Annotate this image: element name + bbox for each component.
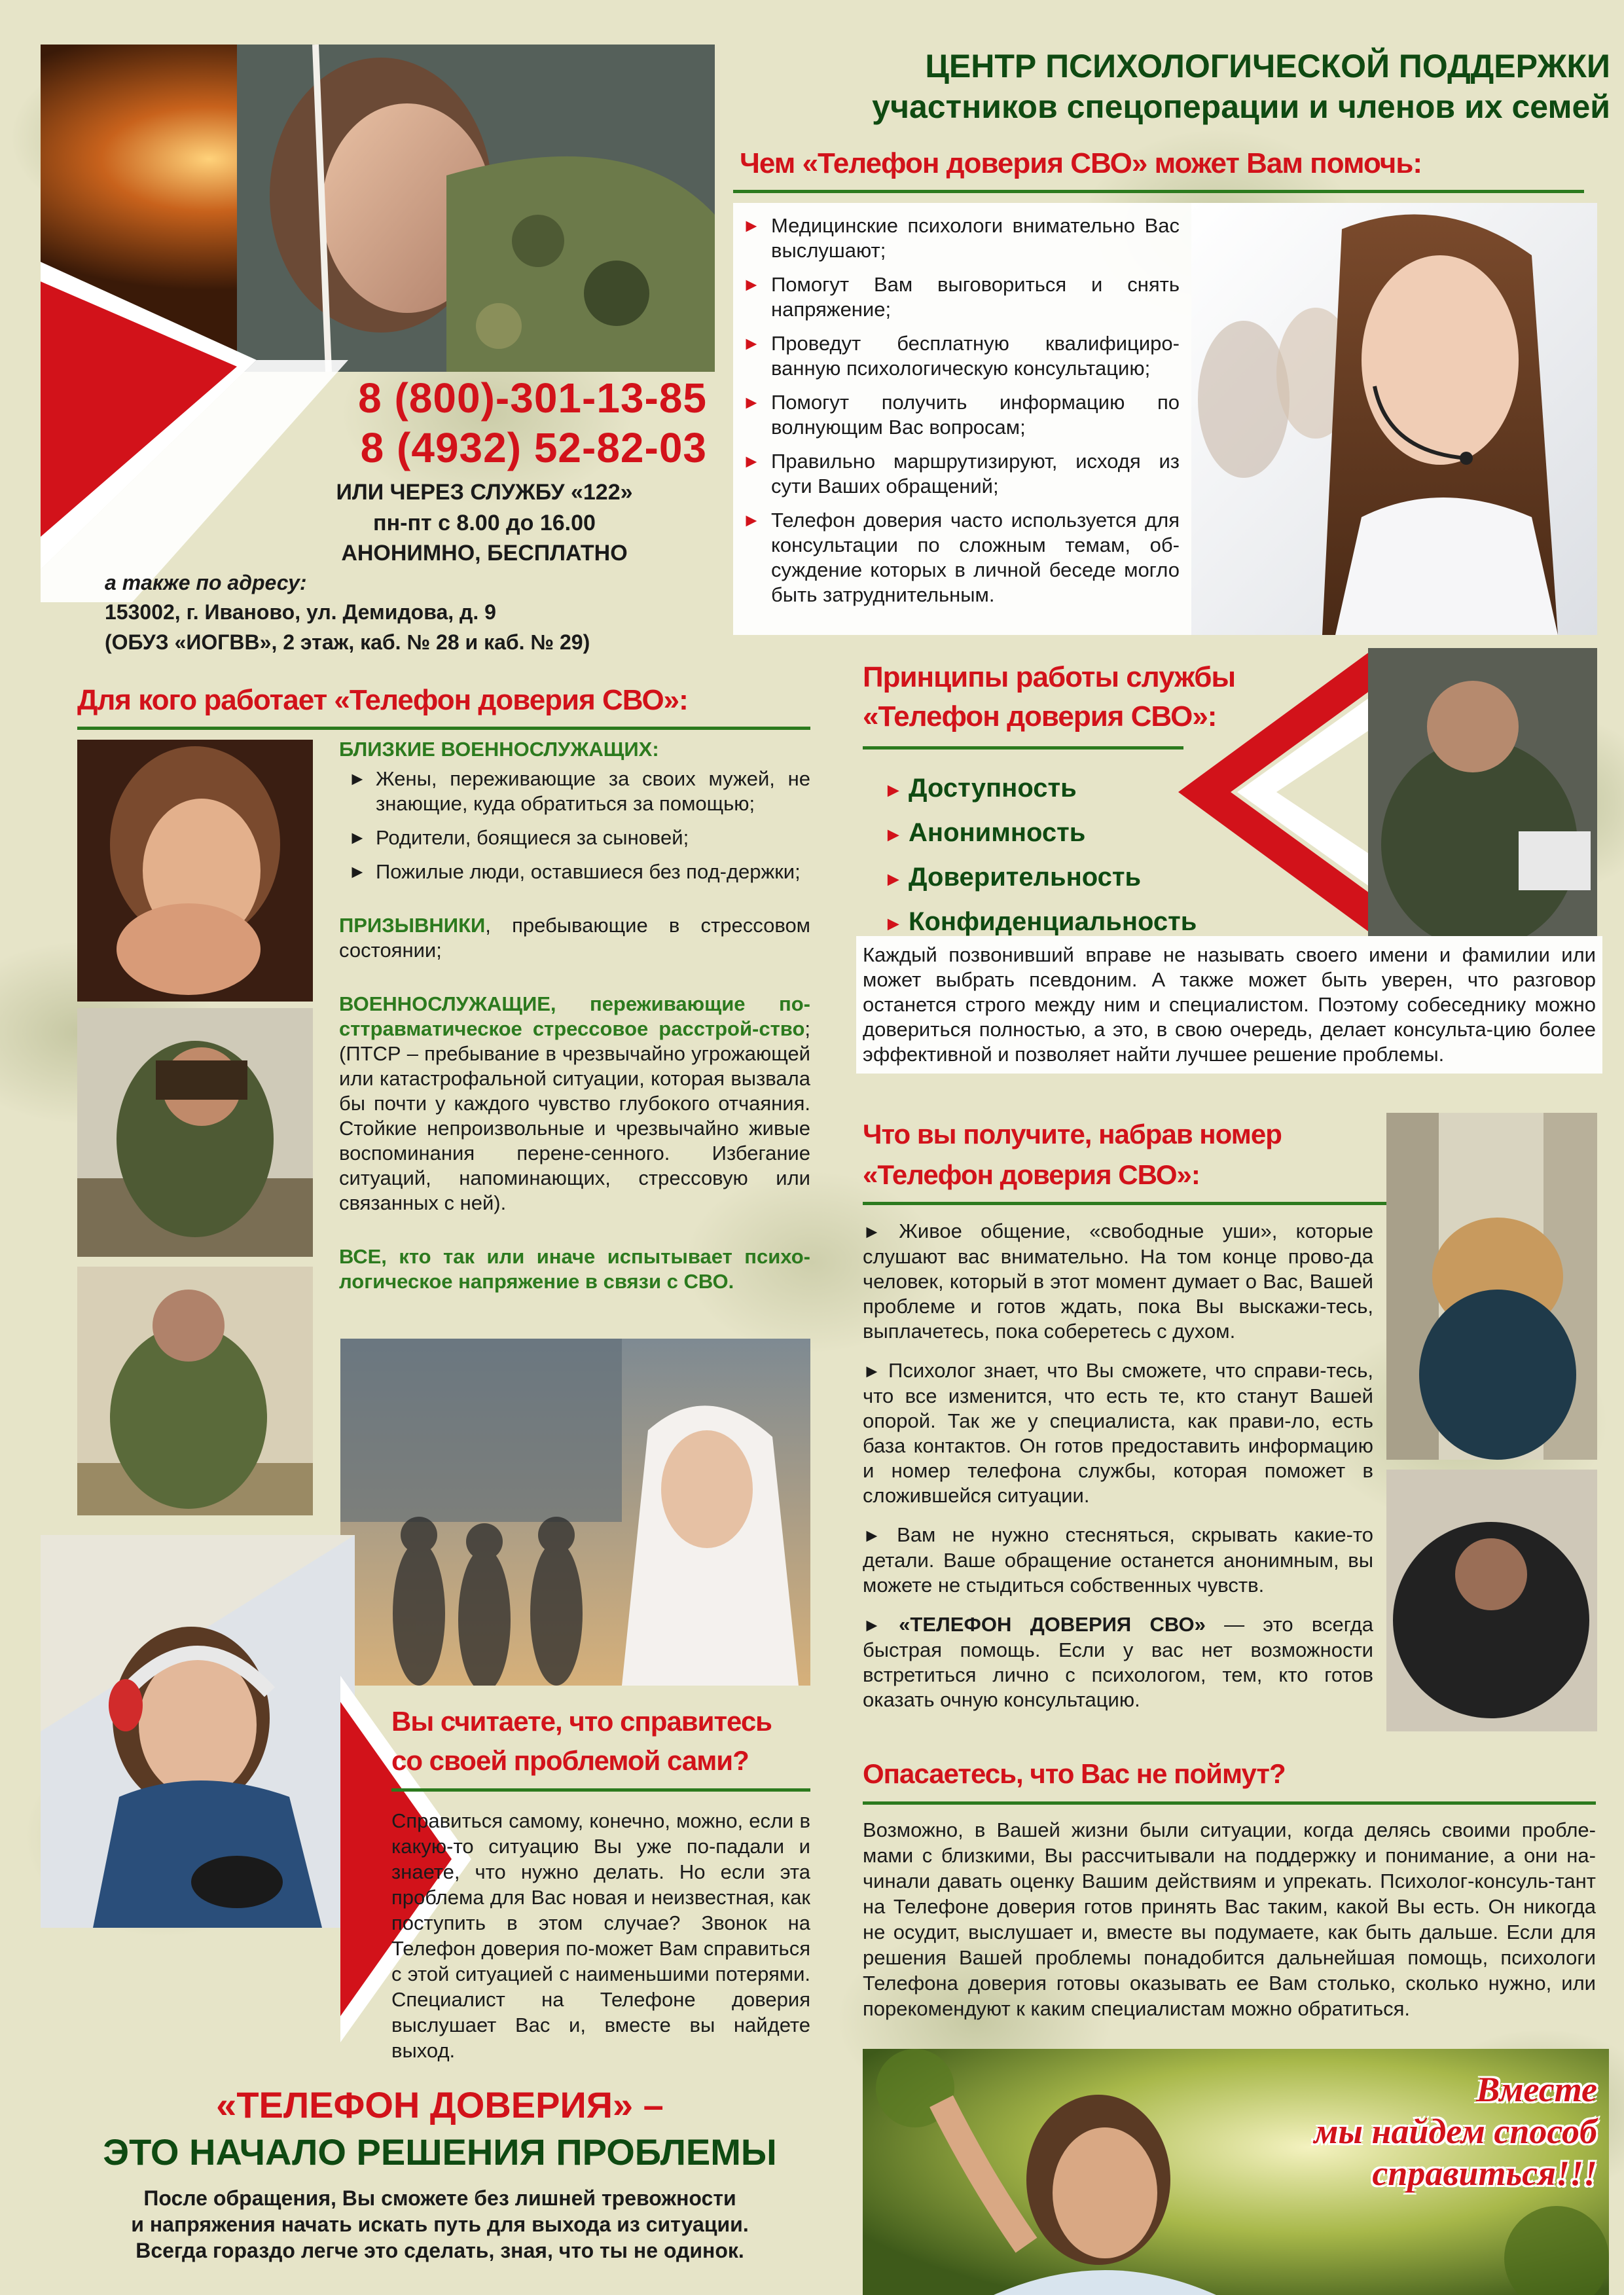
- principles-title-rule: [863, 746, 1183, 750]
- benefits-title: Что вы получите, набрав номер «Телефон доверия СВО»:: [863, 1119, 1282, 1190]
- relatives-item: ► Жены, переживающие за своих мужей, не знающие, куда обратиться за помощью;: [348, 767, 810, 815]
- principle-item: ► Доверительность: [884, 863, 1142, 892]
- principle-item: ► Конфиденциальность: [884, 907, 1197, 936]
- help-item: ► Правильно маршрутизируют, исходя из сути Ваших обращений;: [742, 450, 1180, 497]
- photo-operator-woman: [1191, 203, 1597, 635]
- help-item: ► Помогут получить информацию по волнующим Вас вопросам;: [742, 391, 1180, 439]
- header-line2: участников спецоперации и членов их семей: [872, 88, 1610, 125]
- principles-text: Каждый позвонивший вправе не называть своего имени и фамилии или может выбрать псевдоним. А также может быть уверен, что разговор останется строго между ним и специалистом. Поэтому собеседнику можно довериться полностью, а это, в свою очередь, делает консульта-цию более эффективной и позволяет найти лучшее решение проблемы.: [863, 943, 1596, 1066]
- benefits-text: [863, 1219, 1373, 1727]
- help-item: ► Помогут Вам выговориться и снять напряжение;: [742, 273, 1180, 321]
- fear-title-rule: [863, 1801, 1596, 1805]
- principles-list: [884, 767, 1224, 945]
- working-hours: пн-пт с 8.00 до 16.00: [373, 511, 596, 535]
- benefits-item: ► Живое общение, «свободные уши», которые слушают вас внимательно. На том конце прово-да человек, который в этот момент думает о Вас, Вашей проблеме и готов ждать, пока Вы выскажи-тесь, выплачетесь, пока соберетесь с духом.: [863, 1220, 1374, 1343]
- audience-text: [339, 736, 810, 1294]
- benefits-item: ► Психолог знает, что Вы сможете, что справи-тесь, что все изменится, что есть те, кто станут Вашей опорой. Так же у специалиста, как прави-ло, есть база контактов. Он готов предоставить информацию и номер телефона службы, которая поможет в сложившейся ситуации.: [863, 1359, 1373, 1507]
- service-122: ИЛИ ЧЕРЕЗ СЛУЖБУ «122»: [336, 480, 633, 505]
- benefits-title-rule: [863, 1202, 1386, 1205]
- self-help-title: Вы считаете, что справитесь со своей проблемой сами?: [391, 1706, 772, 1776]
- benefits-item: ► «ТЕЛЕФОН ДОВЕРИЯ СВО» — это всегда быстрая помощь. Если у вас нет возможности встретиться лично с психологом, тем, кто готов оказать очную консультацию.: [863, 1613, 1373, 1711]
- help-panel: [733, 203, 1191, 635]
- relatives-item: ► Родители, боящиеся за сыновей;: [348, 826, 689, 849]
- slogan-text2: и напряжения начать искать путь для выхода из ситуации.: [131, 2213, 749, 2236]
- header-title: [746, 46, 1610, 127]
- principle-item: ► Анонимность: [884, 818, 1086, 847]
- decor-red-chevron-mid: [1178, 648, 1375, 936]
- photo-soldier-head-in-hands: [77, 1008, 313, 1257]
- principles-text-panel: [856, 936, 1602, 1074]
- photo-man-bowed: [1386, 1470, 1597, 1731]
- audience-title-rule: [77, 727, 810, 730]
- phone-number-2[interactable]: 8 (4932) 52-82-03: [360, 424, 707, 471]
- slogan-line1: «ТЕЛЕФОН ДОВЕРИЯ» –: [216, 2084, 664, 2125]
- self-help-title-rule: [391, 1788, 810, 1792]
- photo-sitting-soldier: [77, 1267, 313, 1515]
- relatives-item: ► Пожилые люди, оставшиеся без под-держки;: [348, 860, 801, 883]
- help-title: Чем «Телефон доверия СВО» может Вам помочь:: [740, 147, 1422, 179]
- audience-title: Для кого работает «Телефон доверия СВО»:: [77, 684, 688, 716]
- address-line1: 153002, г. Иваново, ул. Демидова, д. 9: [105, 600, 496, 624]
- photo-operator-headset: [41, 1535, 355, 1928]
- help-item: ► Телефон доверия часто используется для консультации по сложным темам, об-суждение которых в личной беседе могло быть затруднительным.: [742, 509, 1180, 606]
- help-item: ► Проведут бесплатную квалифициро-ванную психологическую консультацию;: [742, 332, 1180, 380]
- benefits-list: [863, 1219, 1373, 1712]
- fear-title: Опасаетесь, что Вас не поймут?: [863, 1758, 1286, 1789]
- all-text: ВСЕ, кто так или иначе испытывает психо-логическое напряжение в связи с СВО.: [339, 1245, 810, 1293]
- relatives-title: БЛИЗКИЕ ВОЕННОСЛУЖАЩИХ:: [339, 738, 659, 761]
- relatives-list: [339, 767, 810, 884]
- photo-man-reading: [1368, 648, 1597, 936]
- help-list: [740, 213, 1180, 607]
- slogan-text1: После обращения, Вы сможете без лишней тревожности: [143, 2186, 736, 2210]
- header-line1: ЦЕНТР ПСИХОЛОГИЧЕСКОЙ ПОДДЕРЖКИ: [925, 48, 1610, 84]
- principle-item: ► Доступность: [884, 774, 1077, 803]
- slogan-block: [41, 2082, 839, 2264]
- address-intro: а также по адресу:: [105, 571, 307, 594]
- phone-number-1[interactable]: 8 (800)-301-13-85: [358, 374, 707, 422]
- help-item: ► Медицинские психологи внимательно Вас выслушают;: [742, 214, 1180, 262]
- fear-text: Возможно, в Вашей жизни были ситуации, когда делясь своими пробле-мами с близкими, Вы рассчитывали на поддержку и понимание, а они на-чинали давать оценку Вашим действиям и упрекать. Психолог-консуль-тант на Телефоне доверия готов принять Вас таким, какой Вы есть. Он никогда не осудит, выслушает и, вместе вы подумаете, как быть дальше. Если для решения Вашей проблемы понадобится дальнейшая помощь, психологи Телефона доверия готовы оказывать ее Вам столько, сколько нужно, или порекомендуют к каким специалистам можно обратиться.: [863, 1818, 1596, 2020]
- military-text: ВОЕННОСЛУЖАЩИЕ, переживающие по-сттравматическое стрессовое расстрой-ство; (ПТСР – пребывание в чрезвычайно угрожающей или катастрофальной ситуации, которая вызвала бы почти у каждого чувство глубокого отчаяния. Стойкие непроизвольные и чрезвычайно живые воспоминания перене-сенного. Избегание ситуаций, напоминающих, стрессовую или связанных с ней).: [339, 992, 810, 1214]
- together-line3: справиться!!!: [1372, 2154, 1597, 2193]
- anonymous-free: АНОНИМНО, БЕСПЛАТНО: [341, 541, 628, 566]
- contacts-block: [262, 373, 707, 568]
- slogan-text3: Всегда гораздо легче это сделать, зная, что ты не одинок.: [135, 2239, 744, 2262]
- together-slogan: [1191, 2069, 1597, 2194]
- help-title-rule: [733, 190, 1584, 193]
- conscripts-text: ПРИЗЫВНИКИ, пребывающие в стрессовом состоянии;: [339, 914, 810, 962]
- photo-woman-window: [1386, 1113, 1597, 1460]
- together-line2: мы найдем способ: [1314, 2112, 1597, 2151]
- address-block: [105, 568, 707, 657]
- photo-crying-woman: [77, 740, 313, 1002]
- together-line1: Вместе: [1476, 2070, 1597, 2109]
- photo-soldiers-praying-woman: [340, 1339, 810, 1686]
- address-line2: (ОБУЗ «ИОГВВ», 2 этаж, каб. № 28 и каб. № 29): [105, 630, 590, 654]
- self-help-text: Справиться самому, конечно, можно, если в какую-то ситуацию Вы уже по-падали и знаете, что нужно делать. Но если эта проблема для Вас новая и неизвестная, как поступить в этом случае? Звонок на Телефон доверия по-может Вам справиться с этой ситуацией с наименьшими потерями. Специалист на Телефоне доверия выслушает Вас и, вместе вы найдете выход.: [391, 1809, 810, 2062]
- slogan-line2: ЭТО НАЧАЛО РЕШЕНИЯ ПРОБЛЕМЫ: [103, 2131, 777, 2173]
- benefits-item: ► Вам не нужно стесняться, скрывать какие-то детали. Ваше обращение останется анонимным, вы можете не стыдиться собственных чувств.: [863, 1523, 1373, 1597]
- principles-title: Принципы работы службы «Телефон доверия СВО»:: [863, 661, 1236, 732]
